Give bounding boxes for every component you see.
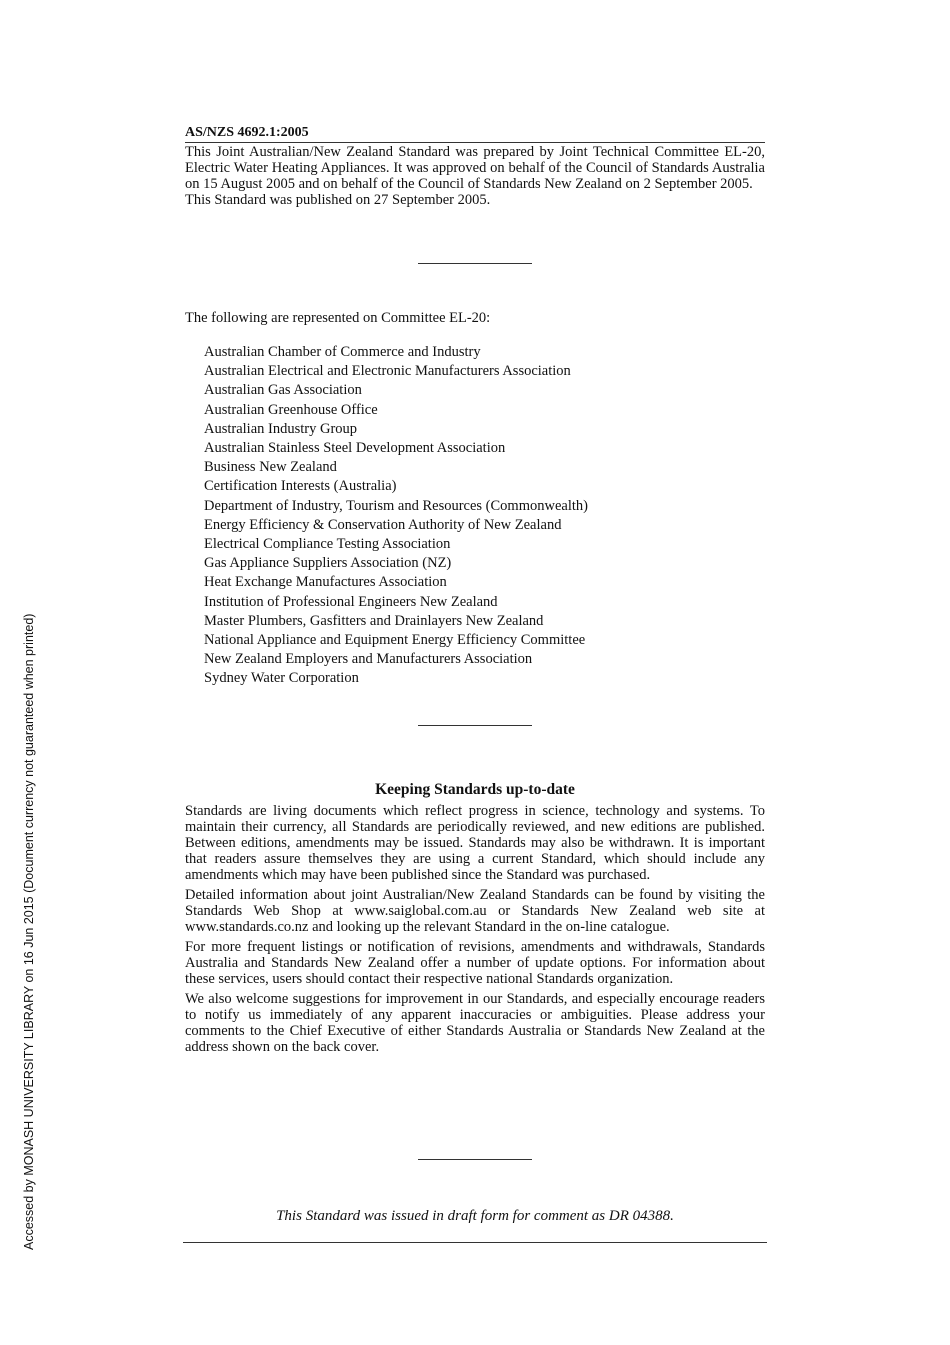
body-paragraph: Detailed information about joint Australian/New Zealand Standards can be found by visiting the Standards Web Shop at www.saiglobal.com.au or Standards New Zealand web site at www.standards.co.nz and looking up the relevant Standard in the on-line catalogue. (185, 887, 765, 935)
committee-member: Australian Chamber of Commerce and Industry (204, 344, 481, 360)
committee-member-list (204, 343, 588, 689)
committee-member: Heat Exchange Manufactures Association (204, 574, 447, 591)
committee-member: Electrical Compliance Testing Association (204, 536, 451, 553)
standard-code: AS/NZS 4692.1:2005 (185, 124, 765, 143)
committee-member: Australian Industry Group (204, 420, 358, 437)
committee-intro: The following are represented on Committee EL-20: (185, 310, 491, 326)
published-date-line: This Standard was published on 27 September 2005. (185, 192, 491, 208)
committee-member: Certification Interests (Australia) (204, 478, 397, 495)
committee-member: Institution of Professional Engineers New Zealand (204, 593, 498, 610)
committee-member: Energy Efficiency & Conservation Authority of New Zealand (204, 516, 562, 533)
committee-member: Master Plumbers, Gasfitters and Drainlayers New Zealand (204, 612, 544, 629)
section-divider (418, 725, 532, 726)
section-divider (418, 263, 532, 264)
body-paragraph: Standards are living documents which reflect progress in science, technology and systems. To maintain their currency, all Standards are periodically reviewed, and new editions are published. Between editions, amendments may be issued. Standards may also be withdrawn. It is important that readers assure themselves they are using a current Standard, which should include any amendments which may have been published since the Standard was purchased. (185, 803, 765, 883)
committee-member: Department of Industry, Tourism and Resources (Commonwealth) (204, 497, 588, 514)
committee-member: Australian Gas Association (204, 382, 362, 399)
body-paragraph: We also welcome suggestions for improvement in our Standards, and especially encourage readers to notify us immediately of any apparent inaccuracies or ambiguities. Please address your comments to the Chief Executive of either Standards Australia or Standards New Zealand at the address shown on the back cover. (185, 991, 765, 1055)
access-watermark: Accessed by MONASH UNIVERSITY LIBRARY on 16 Jun 2015 (Document currency not guaranteed when printed) (22, 613, 36, 1250)
committee-member: Sydney Water Corporation (204, 670, 359, 687)
section-divider (418, 1159, 532, 1160)
keeping-standards-section (185, 780, 765, 1059)
approval-paragraph: This Joint Australian/New Zealand Standard was prepared by Joint Technical Committee EL-20, Electric Water Heating Appliances. It was approved on behalf of the Council of Standards Australia on 15 August 2005 and on behalf of the Council of Standards New Zealand on 2 September 2005. (185, 144, 765, 192)
committee-member: Australian Greenhouse Office (204, 401, 378, 418)
body-paragraph: For more frequent listings or notification of revisions, amendments and withdrawals, Standards Australia and Standards New Zealand offer a number of update options. For information about these services, users should contact their respective national Standards organization. (185, 939, 765, 987)
bottom-rule (183, 1242, 767, 1243)
committee-member: Business New Zealand (204, 459, 337, 476)
committee-member: Australian Stainless Steel Development Association (204, 440, 506, 457)
draft-note: This Standard was issued in draft form for comment as DR 04388. (276, 1208, 674, 1224)
committee-member: National Appliance and Equipment Energy Efficiency Committee (204, 632, 586, 649)
committee-member: Australian Electrical and Electronic Manufacturers Association (204, 363, 571, 380)
section-heading: Keeping Standards up-to-date (375, 781, 575, 798)
standard-header (185, 124, 765, 208)
committee-member: New Zealand Employers and Manufacturers Association (204, 651, 533, 668)
committee-member: Gas Appliance Suppliers Association (NZ) (204, 555, 452, 572)
